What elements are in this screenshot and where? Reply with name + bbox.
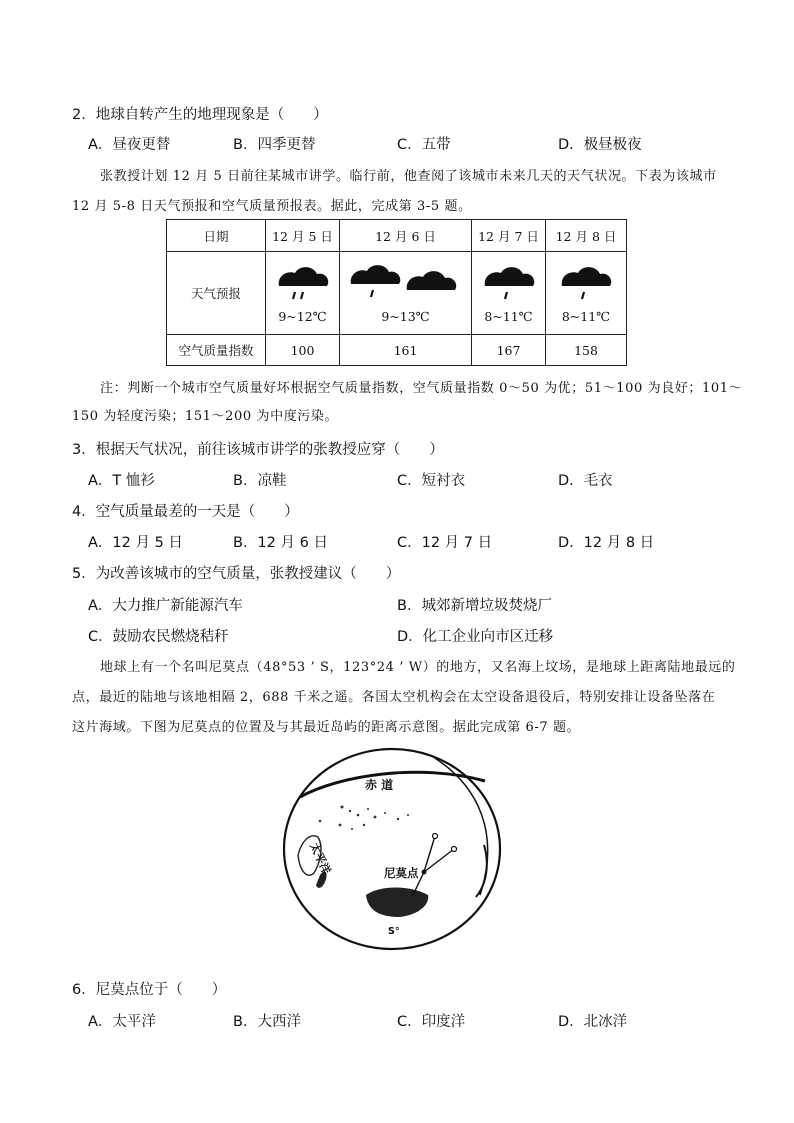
temperature: 9~13℃ — [381, 309, 430, 324]
q5-option-b: B．城郊新增垃圾焚烧厂 — [397, 598, 552, 614]
q5-option-a: A．大力推广新能源汽车 — [88, 598, 243, 614]
passage1-line1: 张教授计划 12 月 5 日前往某城市讲学。临行前，他查阅了该城市未来几天的天气状况。下表为该城市 — [100, 169, 717, 184]
temperature: 9~12℃ — [278, 309, 327, 324]
q6-option-b: B．大西洋 — [233, 1014, 301, 1030]
island-point — [452, 847, 457, 852]
q4-stem: 4．空气质量最差的一天是（ ） — [72, 504, 299, 520]
ocean-label: 太平洋 — [307, 840, 334, 877]
equator-label: 赤 道 — [365, 778, 394, 792]
note-line2: 150 为轻度污染；151～200 为中度污染。 — [72, 409, 339, 424]
q2-option-c: C．五带 — [397, 137, 451, 153]
q2-stem: 2．地球自转产生的地理现象是（ ） — [72, 107, 328, 123]
temperature: 8~11℃ — [561, 309, 611, 324]
date-cell: 12 月 8 日 — [546, 220, 627, 252]
row-label-date: 日期 — [167, 220, 266, 252]
aqi-cell: 158 — [546, 335, 627, 366]
q6-option-a: A．太平洋 — [88, 1014, 156, 1030]
light-rain-cloud-icon — [556, 262, 616, 306]
q5-option-c: C．鼓励农民燃烧秸秆 — [88, 629, 229, 645]
q3-option-d: D．毛衣 — [558, 473, 613, 489]
rain-cloud-to-cloud-icon — [347, 262, 465, 306]
nemo-point-marker — [422, 870, 427, 875]
aqi-cell: 161 — [340, 335, 472, 366]
q3-stem: 3．根据天气状况，前往该城市讲学的张教授应穿（ ） — [72, 442, 444, 458]
globe-diagram — [280, 745, 510, 955]
q4-option-a: A．12 月 5 日 — [88, 535, 183, 551]
south-pole-label: S° — [388, 926, 400, 937]
q6-stem: 6．尼莫点位于（ ） — [72, 982, 227, 998]
date-cell: 12 月 5 日 — [266, 220, 340, 252]
q6-option-c: C．印度洋 — [397, 1014, 466, 1030]
passage2-line1: 地球上有一个名叫尼莫点（48°53 ’ S，123°24 ’ W）的地方，又名海上坟场，是地球上距离陆地最远的 — [100, 660, 736, 675]
q3-option-a: A．T 恤衫 — [88, 473, 155, 489]
weather-table — [166, 219, 627, 366]
forecast-cell — [340, 252, 472, 335]
forecast-cell — [472, 252, 546, 335]
aqi-cell: 167 — [472, 335, 546, 366]
rain-cloud-icon — [273, 262, 333, 306]
row-label-aqi: 空气质量指数 — [167, 335, 266, 366]
q2-option-b: B．四季更替 — [233, 137, 316, 153]
date-cell: 12 月 6 日 — [340, 220, 472, 252]
q4-option-b: B．12 月 6 日 — [233, 535, 328, 551]
passage2-line2: 点，最近的陆地与该地相隔 2，688 千米之遥。各国太空机构会在太空设备退役后，特别安排让设备坠落在 — [72, 690, 716, 705]
light-rain-cloud-icon — [479, 262, 539, 306]
island-point — [433, 834, 438, 839]
date-cell: 12 月 7 日 — [472, 220, 546, 252]
q2-option-d: D．极昼极夜 — [558, 137, 642, 153]
passage2-line3: 这片海域。下图为尼莫点的位置及与其最近岛屿的距离示意图。据此完成第 6-7 题。 — [72, 720, 581, 735]
q5-option-d: D．化工企业向市区迁移 — [397, 629, 554, 645]
aqi-cell: 100 — [266, 335, 340, 366]
q4-option-c: C．12 月 7 日 — [397, 535, 493, 551]
temperature: 8~11℃ — [484, 309, 533, 324]
q3-option-b: B．凉鞋 — [233, 473, 287, 489]
q5-stem: 5．为改善该城市的空气质量，张教授建议（ ） — [72, 566, 401, 582]
forecast-cell — [266, 252, 340, 335]
q4-option-d: D．12 月 8 日 — [558, 535, 655, 551]
nemo-point-label: 尼莫点 — [384, 866, 419, 880]
q3-option-c: C．短衬衣 — [397, 473, 466, 489]
row-label-forecast: 天气预报 — [167, 252, 266, 335]
passage1-line2: 12 月 5-8 日天气预报和空气质量预报表。据此，完成第 3-5 题。 — [72, 199, 472, 214]
forecast-cell — [546, 252, 627, 335]
q6-option-d: D．北冰洋 — [558, 1014, 628, 1030]
note-line1: 注：判断一个城市空气质量好坏根据空气质量指数，空气质量指数 0～50 为优；51～100 为良好；101～ — [100, 381, 743, 396]
q2-option-a: A．昼夜更替 — [88, 137, 171, 153]
